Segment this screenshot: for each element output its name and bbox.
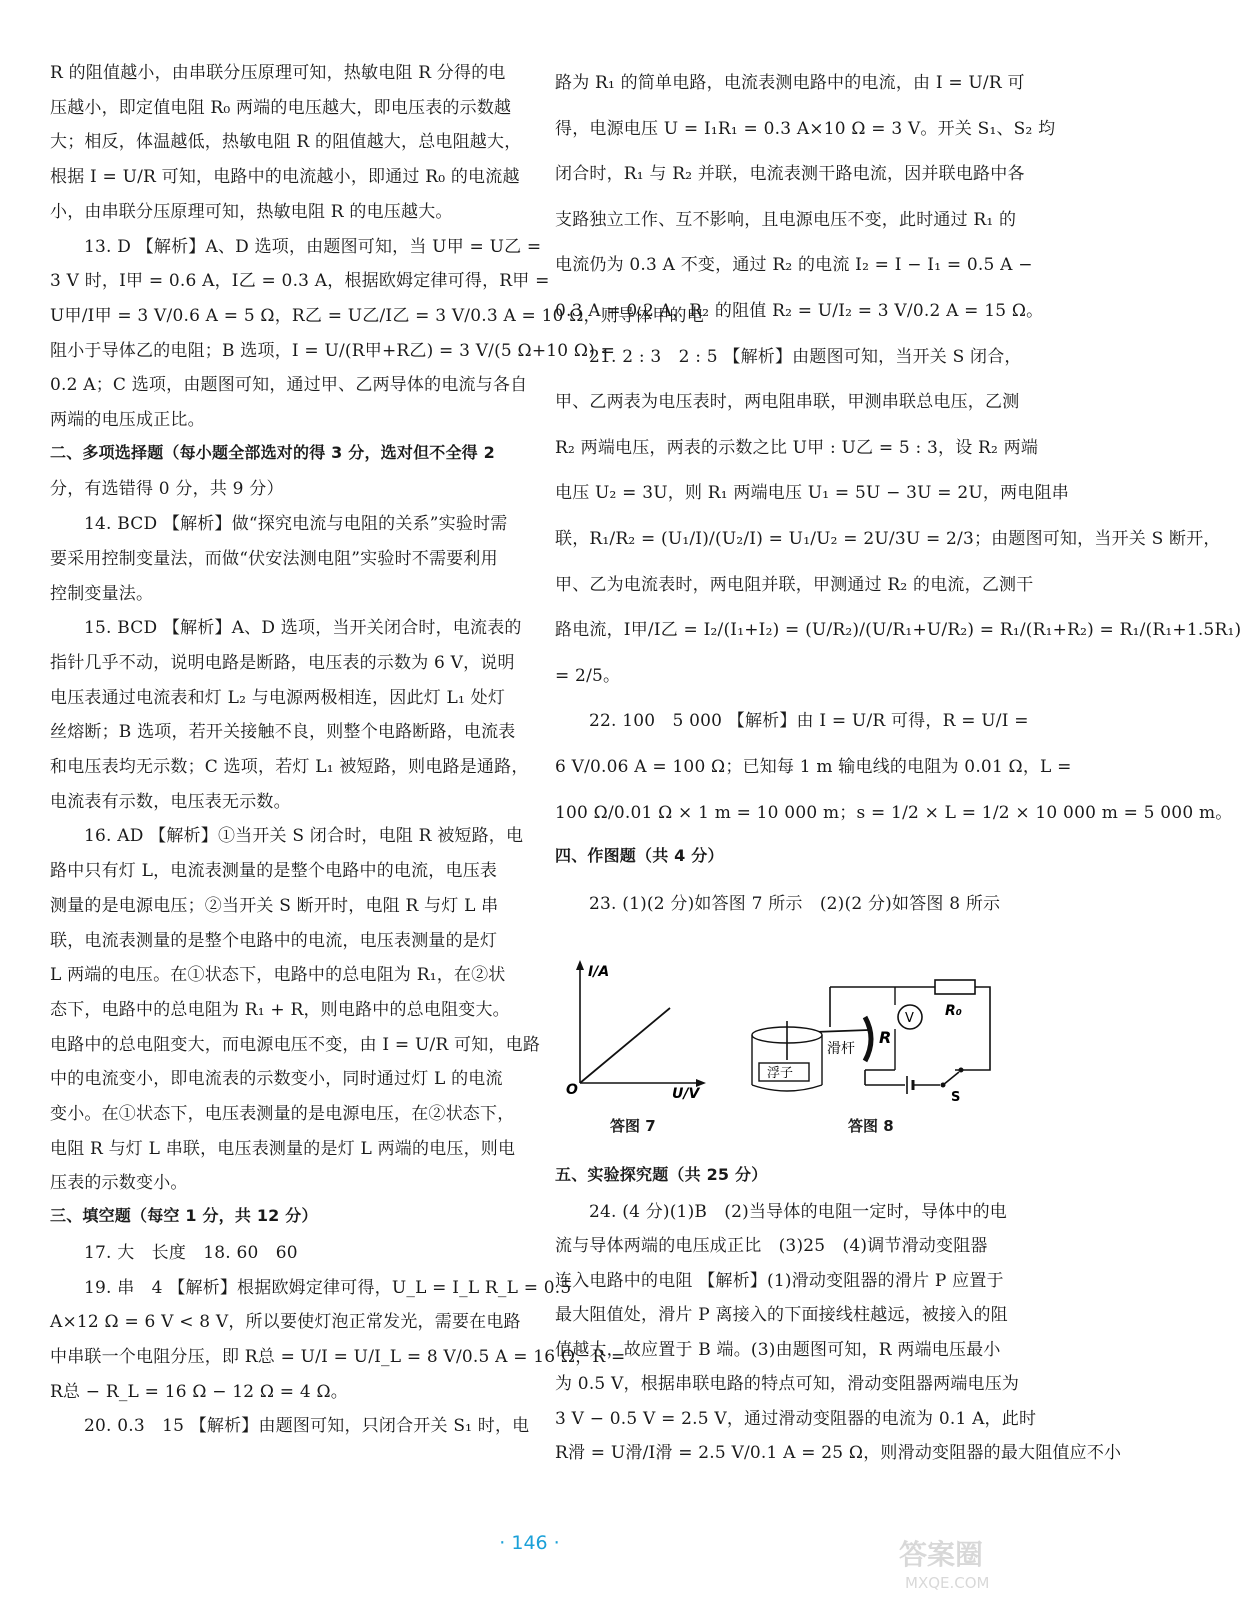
slider-label: 滑杆 bbox=[827, 1041, 855, 1057]
text-line: 态下，电路中的总电阻为 R₁ + R，则电路中的总电阻变大。 bbox=[50, 999, 510, 1020]
text-line: 变小。在①状态下，电压表测量的是电源电压，在②状态下， bbox=[50, 1104, 515, 1124]
text-line: 甲、乙两表为电压表时，两电阻串联，甲测串联总电压，乙测 bbox=[555, 392, 1020, 413]
text-line: 3 V − 0.5 V = 2.5 V，通过滑动变阻器的电流为 0.1 A，此时 bbox=[555, 1408, 1037, 1429]
text-line: 甲、乙为电流表时，两电阻并联，甲测通过 R₂ 的电流，乙测干 bbox=[555, 574, 1034, 595]
rheostat-arc bbox=[865, 1017, 871, 1061]
text-line: R 的阻值越小，由串联分压原理可知，热敏电阻 R 分得的电 bbox=[50, 63, 506, 83]
text-line: 16. AD 【解析】①当开关 S 闭合时，电阻 R 被短路，电 bbox=[84, 826, 524, 847]
watermark-logo bbox=[891, 1532, 1041, 1594]
text-line: A×12 Ω = 6 V < 8 V，所以要使灯泡正常发光，需要在电路 bbox=[50, 1312, 521, 1333]
text-line: 路中只有灯 L，电流表测量的是整个电路中的电流，电压表 bbox=[50, 861, 498, 882]
text-line: 17. 大 长度 18. 60 60 bbox=[84, 1242, 298, 1263]
x-axis-label: U/V bbox=[672, 1086, 700, 1102]
page-number: · 146 · bbox=[499, 1532, 560, 1554]
switch-label: S bbox=[951, 1090, 961, 1105]
text-line: 15. BCD 【解析】A、D 选项，当开关闭合时，电流表的 bbox=[84, 618, 522, 639]
text-line: 电路中的总电阻变大，而电源电压不变，由 I = U/R 可知，电路 bbox=[50, 1034, 541, 1055]
text-line: 根据 I = U/R 可知，电路中的电流越小，即通过 R₀ 的电流越 bbox=[50, 167, 520, 188]
switch bbox=[943, 1072, 959, 1085]
text-line: 联，电流表测量的是整个电路中的电流，电压表测量的是灯 bbox=[50, 930, 498, 951]
text-line: 联，R₁/R₂ = (U₁/I)/(U₂/I) = U₁/U₂ = 2U/3U = 2/3；由题图可知，当开关 S 断开， bbox=[555, 529, 1221, 549]
text-line: 流与导体两端的电压成正比 (3)25 (4)调节滑动变阻器 bbox=[555, 1236, 988, 1256]
float-label: 浮子 bbox=[767, 1066, 794, 1081]
text-line: R滑 = U滑/I滑 = 2.5 V/0.1 A = 25 Ω，则滑动变阻器的最大阻值应不小 bbox=[555, 1443, 1122, 1463]
text-line: 21. 2 : 3 2 : 5 【解析】由题图可知，当开关 S 闭合， bbox=[589, 346, 1022, 367]
text-line: 阻小于导体乙的电阻；B 选项，I = U/(R甲+R乙) = 3 V/(5 Ω+10 Ω) = bbox=[50, 340, 616, 361]
text-line: 小，由串联分压原理可知，热敏电阻 R 的电压越大。 bbox=[50, 201, 453, 222]
text-line: 控制变量法。 bbox=[50, 583, 154, 604]
text-line: 100 Ω/0.01 Ω × 1 m = 10 000 m；s = 1/2 × L = 1/2 × 10 000 m = 5 000 m。 bbox=[555, 802, 1233, 823]
voltmeter-label: V bbox=[905, 1011, 914, 1026]
origin-label: O bbox=[566, 1082, 578, 1098]
svg-text:MXQE.COM: MXQE.COM bbox=[905, 1574, 990, 1592]
text-line: 指针几乎不动，说明电路是断路，电压表的示数为 6 V，说明 bbox=[50, 652, 515, 673]
text-line: 两端的电压成正比。 bbox=[50, 410, 205, 430]
text-line: 连入电路中的电阻 【解析】(1)滑动变阻器的滑片 P 应置于 bbox=[555, 1270, 1004, 1291]
text-line: 14. BCD 【解析】做“探究电流与电阻的关系”实验时需 bbox=[84, 514, 508, 535]
text-line: 支路独立工作、互不影响，且电源电压不变，此时通过 R₁ 的 bbox=[555, 209, 1017, 230]
text-line: 三、填空题（每空 1 分，共 12 分） bbox=[50, 1206, 318, 1226]
text-line: 最大阻值处，滑片 P 离接入的下面接线柱越远，被接入的阻 bbox=[555, 1305, 1008, 1325]
text-line: 23. (1)(2 分)如答图 7 所示 (2)(2 分)如答图 8 所示 bbox=[589, 893, 1001, 914]
figure-7-graph bbox=[560, 958, 710, 1102]
text-line: 3 V 时，I甲 = 0.6 A，I乙 = 0.3 A，根据欧姆定律可得，R甲 = bbox=[50, 271, 550, 292]
text-line: 得，电源电压 U = I₁R₁ = 0.3 A×10 Ω = 3 V。开关 S₁、S₂ 均 bbox=[555, 118, 1056, 139]
text-line: 为 0.5 V，根据串联电路的特点可知，滑动变阻器两端电压为 bbox=[555, 1374, 1020, 1394]
text-line: 电压 U₂ = 3U，则 R₁ 两端电压 U₁ = 5U − 3U = 2U，两电阻串 bbox=[555, 483, 1069, 504]
text-line: 值越大，故应置于 B 端。(3)由题图可知，R 两端电压最小 bbox=[555, 1339, 1001, 1360]
text-line: 中的电流变小，即电流表的示数变小，同时通过灯 L 的电流 bbox=[50, 1069, 503, 1090]
text-line: 压表的示数变小。 bbox=[50, 1173, 188, 1194]
text-line: 四、作图题（共 4 分） bbox=[555, 846, 724, 866]
text-line: 测量的是电源电压；②当开关 S 断开时，电阻 R 与灯 L 串 bbox=[50, 895, 499, 916]
y-axis-label: I/A bbox=[588, 964, 610, 980]
text-line: 电流仍为 0.3 A 不变，通过 R₂ 的电流 I₂ = I − I₁ = 0.5 A − bbox=[555, 255, 1033, 276]
text-line: 丝熔断；B 选项，若开关接触不良，则整个电路断路，电流表 bbox=[50, 722, 516, 743]
text-line: 22. 100 5 000 【解析】由 I = U/R 可得，R = U/I = bbox=[589, 711, 1029, 732]
text-line: 中串联一个电阻分压，即 R总 = U/I = U/I_L = 8 V/0.5 A = 16 Ω，R = bbox=[50, 1346, 626, 1367]
iu-line bbox=[580, 1008, 670, 1083]
text-line: 分，有选错得 0 分，共 9 分） bbox=[50, 479, 284, 500]
text-line: 和电压表均无示数；C 选项，若灯 L₁ 被短路，则电路是通路， bbox=[50, 757, 529, 777]
text-line: = 2/5。 bbox=[555, 665, 621, 686]
text-line: U甲/I甲 = 3 V/0.6 A = 5 Ω，R乙 = U乙/I乙 = 3 V/0.3 A = 10 Ω，则导体甲的电 bbox=[50, 305, 704, 326]
text-line: 二、多项选择题（每小题全部选对的得 3 分，选对但不全得 2 bbox=[50, 442, 495, 462]
text-line: 0.2 A；C 选项，由题图可知，通过甲、乙两导体的电流与各自 bbox=[50, 375, 528, 396]
svg-text:答案圈: 答案圈 bbox=[899, 1538, 984, 1571]
text-line: 五、实验探究题（共 25 分） bbox=[555, 1165, 768, 1184]
text-line: 电流表有示数，电压表无示数。 bbox=[50, 791, 291, 812]
text-line: 要采用控制变量法，而做“伏安法测电阻”实验时不需要利用 bbox=[50, 548, 498, 569]
text-line: 电阻 R 与灯 L 串联，电压表测量的是灯 L 两端的电压，则电 bbox=[50, 1138, 516, 1159]
figure-8-caption: 答图 8 bbox=[848, 1117, 894, 1135]
text-line: 13. D 【解析】A、D 选项，由题图可知，当 U甲 = U乙 = bbox=[84, 236, 542, 257]
r-label: R bbox=[879, 1028, 892, 1047]
text-line: R总 − R_L = 16 Ω − 12 Ω = 4 Ω。 bbox=[50, 1381, 348, 1402]
r0-resistor bbox=[935, 980, 975, 994]
text-line: 大；相反，体温越低，热敏电阻 R 的阻值越大，总电阻越大， bbox=[50, 132, 522, 153]
text-line: 24. (4 分)(1)B (2)当导体的电阻一定时，导体中的电 bbox=[589, 1201, 1007, 1222]
text-line: 0.3 A = 0.2 A，R₂ 的阻值 R₂ = U/I₂ = 3 V/0.2 A = 15 Ω。 bbox=[555, 301, 1044, 321]
text-line: L 两端的电压。在①状态下，电路中的总电阻为 R₁，在②状 bbox=[50, 965, 506, 986]
text-line: 20. 0.3 15 【解析】由题图可知，只闭合开关 S₁ 时，电 bbox=[84, 1416, 530, 1437]
text-line: 6 V/0.06 A = 100 Ω；已知每 1 m 输电线的电阻为 0.01 Ω，L = bbox=[555, 757, 1072, 777]
text-line: R₂ 两端电压，两表的示数之比 U甲 : U乙 = 5 : 3，设 R₂ 两端 bbox=[555, 437, 1039, 458]
text-line: 电压表通过电流表和灯 L₂ 与电源两极相连，因此灯 L₁ 处灯 bbox=[50, 687, 506, 708]
text-line: 路电流，I甲/I乙 = I₂/(I₁+I₂) = (U/R₂)/(U/R₁+U/R₂) = R₁/(R₁+R₂) = R₁/(R₁+1.5R₁) bbox=[555, 620, 1241, 641]
figure-8-circuit bbox=[745, 975, 1000, 1105]
r0-label: R₀ bbox=[945, 1003, 962, 1019]
text-line: 闭合时，R₁ 与 R₂ 并联，电流表测干路电流，因并联电路中各 bbox=[555, 164, 1025, 185]
text-line: 压越小，即定值电阻 R₀ 两端的电压越大，即电压表的示数越 bbox=[50, 97, 512, 118]
text-line: 路为 R₁ 的简单电路，电流表测电路中的电流，由 I = U/R 可 bbox=[555, 73, 1025, 93]
figure-7-caption: 答图 7 bbox=[610, 1117, 656, 1135]
text-line: 19. 串 4 【解析】根据欧姆定律可得，U_L = I_L R_L = 0.5 bbox=[84, 1277, 572, 1298]
